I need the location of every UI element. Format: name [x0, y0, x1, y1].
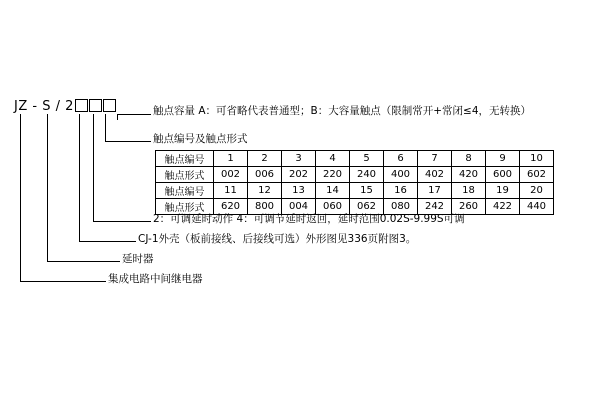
table-cell: 1	[214, 151, 248, 167]
table-cell: 800	[248, 199, 282, 215]
leader-hline-number	[105, 141, 151, 142]
code-box-1	[75, 99, 88, 112]
leader-vline-device	[20, 114, 21, 282]
table-row-header: 触点形式	[156, 167, 214, 183]
table-cell: 8	[452, 151, 486, 167]
table-cell: 4	[316, 151, 350, 167]
table-cell: 440	[520, 199, 554, 215]
table-row	[156, 199, 554, 215]
table-cell: 14	[316, 183, 350, 199]
leader-vline-number	[105, 114, 106, 142]
contact-table-wrap	[155, 150, 554, 215]
table-row-header: 触点编号	[156, 183, 214, 199]
leader-vline-delay	[47, 114, 48, 262]
table-cell: 11	[214, 183, 248, 199]
annotation-timing-action: 2：可调延时动作 4：可调节延时返回，延时范围0.02S-9.99S可调	[153, 213, 465, 225]
table-cell: 600	[486, 167, 520, 183]
table-cell: 402	[418, 167, 452, 183]
annotation-shell: CJ-1外壳（板前接线、后接线可选）外形图见336页附图3。	[138, 233, 417, 245]
leader-hline-shell	[79, 241, 136, 242]
table-cell: 2	[248, 151, 282, 167]
table-cell: 006	[248, 167, 282, 183]
table-row	[156, 151, 554, 167]
table-cell: 260	[452, 199, 486, 215]
model-code-prefix: JZ - S / 2	[14, 99, 74, 114]
table-cell: 060	[316, 199, 350, 215]
table-cell: 10	[520, 151, 554, 167]
table-cell: 5	[350, 151, 384, 167]
table-row-header: 触点形式	[156, 199, 214, 215]
code-box-3	[103, 99, 116, 112]
table-row	[156, 183, 554, 199]
leader-vline-timing	[93, 114, 94, 222]
table-cell: 15	[350, 183, 384, 199]
leader-hline-delay	[47, 261, 120, 262]
table-cell: 400	[384, 167, 418, 183]
table-row	[156, 167, 554, 183]
contact-table-body	[156, 151, 554, 215]
leader-hline-device	[20, 281, 106, 282]
table-cell: 202	[282, 167, 316, 183]
table-cell: 20	[520, 183, 554, 199]
table-cell: 18	[452, 183, 486, 199]
leader-vline-shell	[79, 114, 80, 242]
table-row-header: 触点编号	[156, 151, 214, 167]
table-cell: 12	[248, 183, 282, 199]
contact-table	[155, 150, 554, 215]
table-cell: 240	[350, 167, 384, 183]
table-cell: 080	[384, 199, 418, 215]
table-cell: 242	[418, 199, 452, 215]
table-cell: 6	[384, 151, 418, 167]
table-cell: 19	[486, 183, 520, 199]
table-cell: 420	[452, 167, 486, 183]
annotation-device: 集成电路中间继电器	[108, 273, 203, 285]
leader-hline-timing	[93, 221, 151, 222]
table-cell: 002	[214, 167, 248, 183]
model-code	[14, 99, 116, 115]
annotation-contact-capacity: 触点容量 A：可省略代表普通型；B：大容量触点（限制常开+常闭≤4，无转换）	[153, 105, 531, 117]
table-cell: 062	[350, 199, 384, 215]
table-cell: 9	[486, 151, 520, 167]
table-cell: 602	[520, 167, 554, 183]
leader-hline-capacity	[117, 114, 151, 115]
table-cell: 13	[282, 183, 316, 199]
table-cell: 7	[418, 151, 452, 167]
table-cell: 3	[282, 151, 316, 167]
annotation-contact-number-form: 触点编号及触点形式	[153, 133, 248, 145]
table-cell: 620	[214, 199, 248, 215]
table-cell: 004	[282, 199, 316, 215]
annotation-delay: 延时器	[122, 253, 154, 265]
table-cell: 16	[384, 183, 418, 199]
code-box-2	[89, 99, 102, 112]
table-cell: 422	[486, 199, 520, 215]
table-cell: 220	[316, 167, 350, 183]
table-cell: 17	[418, 183, 452, 199]
